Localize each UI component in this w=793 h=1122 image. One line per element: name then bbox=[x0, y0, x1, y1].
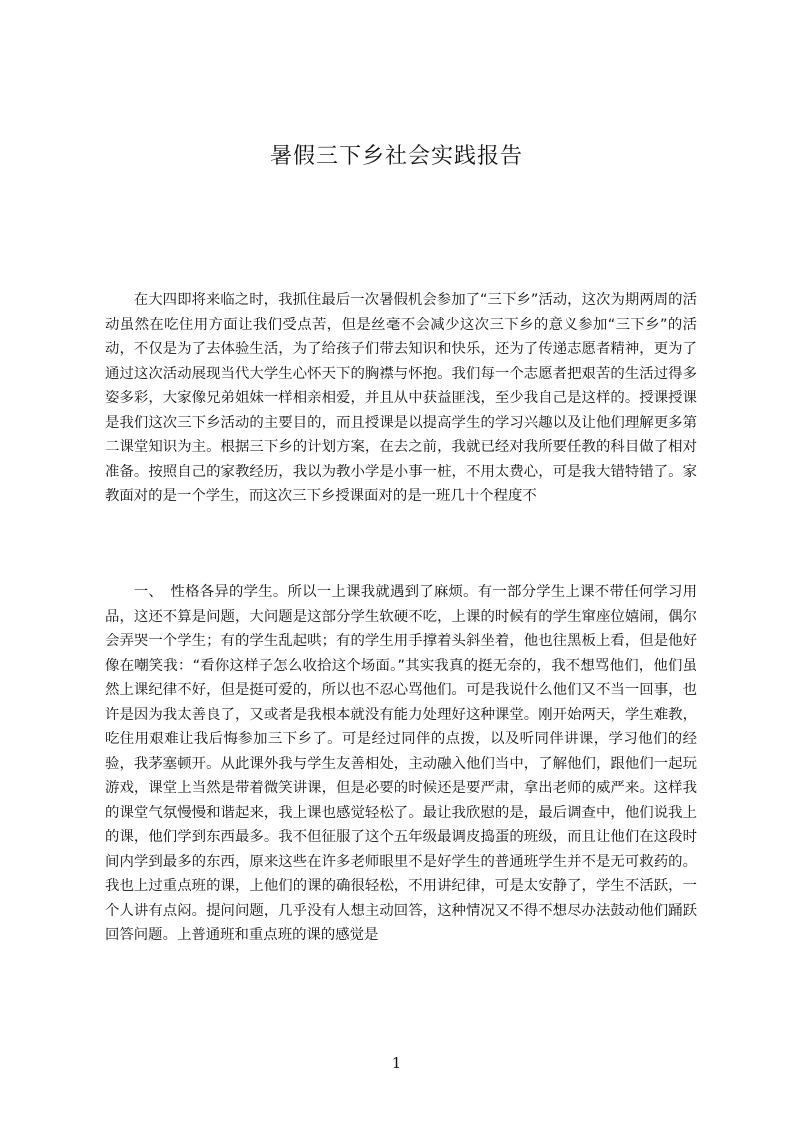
body-paragraph: 在大四即将来临之时，我抓住最后一次暑假机会参加了“三下乡”活动，这次为期两周的活动虽然在吃住用方面让我们受点苦，但是丝毫不会减少这次三下乡的意义参加“三下乡”的活动，不仅是为了去体验生活，为了给孩子们带去知识和快乐，还为了传递志愿者精神，更为了通过这次活动展现当代大学生心怀天下的胸襟与怀抱。我们每一个志愿者把艰苦的生活过得多姿多彩，大家像兄弟姐妹一样相亲相爱，并且从中获益匪浅，至少我自己是这样的。授课授课是我们这次三下乡活动的主要目的，而且授课是以提高学生的学习兴趣以及让他们理解更多第二课堂知识为主。根据三下乡的计划方案，在去之前，我就已经对我所要任教的科目做了相对准备。按照自己的家教经历，我以为教小学是小事一桩，不用太费心，可是我大错特错了。家教面对的是一个学生，而这次三下乡授课面对的是一班几十个程度不 bbox=[105, 292, 697, 504]
page-number: 1 bbox=[391, 1054, 402, 1072]
body-paragraph: 一、 性格各异的学生。所以一上课我就遇到了麻烦。有一部分学生上课不带任何学习用品，这还不算是问题，大问题是这部分学生软硬不吃，上课的时候有的学生窜座位嬉闹，偶尔会弄哭一个学生；有的学生乱起哄；有的学生用手撑着头斜坐着，他也往黑板上看，但是他好像在嘲笑我：“看你这样子怎么收拾这个场面。”其实我真的挺无奈的，我不想骂他们，他们虽然上课纪律不好，但是挺可爱的，所以也不忍心骂他们。可是我说什么他们又不当一回事，也许是因为我太善良了，又或者是我根本就没有能力处理好这种课堂。刚开始两天，学生难教，吃住用艰难让我后悔参加三下乡了。可是经过同伴的点拨，以及听同伴讲课，学习他们的经验，我茅塞顿开。从此课外我与学生友善相处，主动融入他们当中，了解他们，跟他们一起玩游戏，课堂上当然是带着微笑讲课，但是必要的时候还是要严肃，拿出老师的威严来。这样我的课堂气氛慢慢和谐起来，我上课也感觉轻松了。最让我欣慰的是，最后调查中，他们说我上的课，他们学到东西最多。我不但征服了这个五年级最调皮捣蛋的班级，而且让他们在这段时间内学到最多的东西，原来这些在许多老师眼里不是好学生的普通班学生并不是无可救药的。我也上过重点班的课，上他们的课的确很轻松，不用讲纪律，可是太安静了，学生不活跃，一个人讲有点闷。提问问题，几乎没有人想主动回答，这种情况又不得不想尽办法鼓动他们踊跃回答问题。上普通班和重点班的课的感觉是 bbox=[105, 584, 697, 943]
document-title: 暑假三下乡社会实践报告 bbox=[269, 144, 523, 169]
